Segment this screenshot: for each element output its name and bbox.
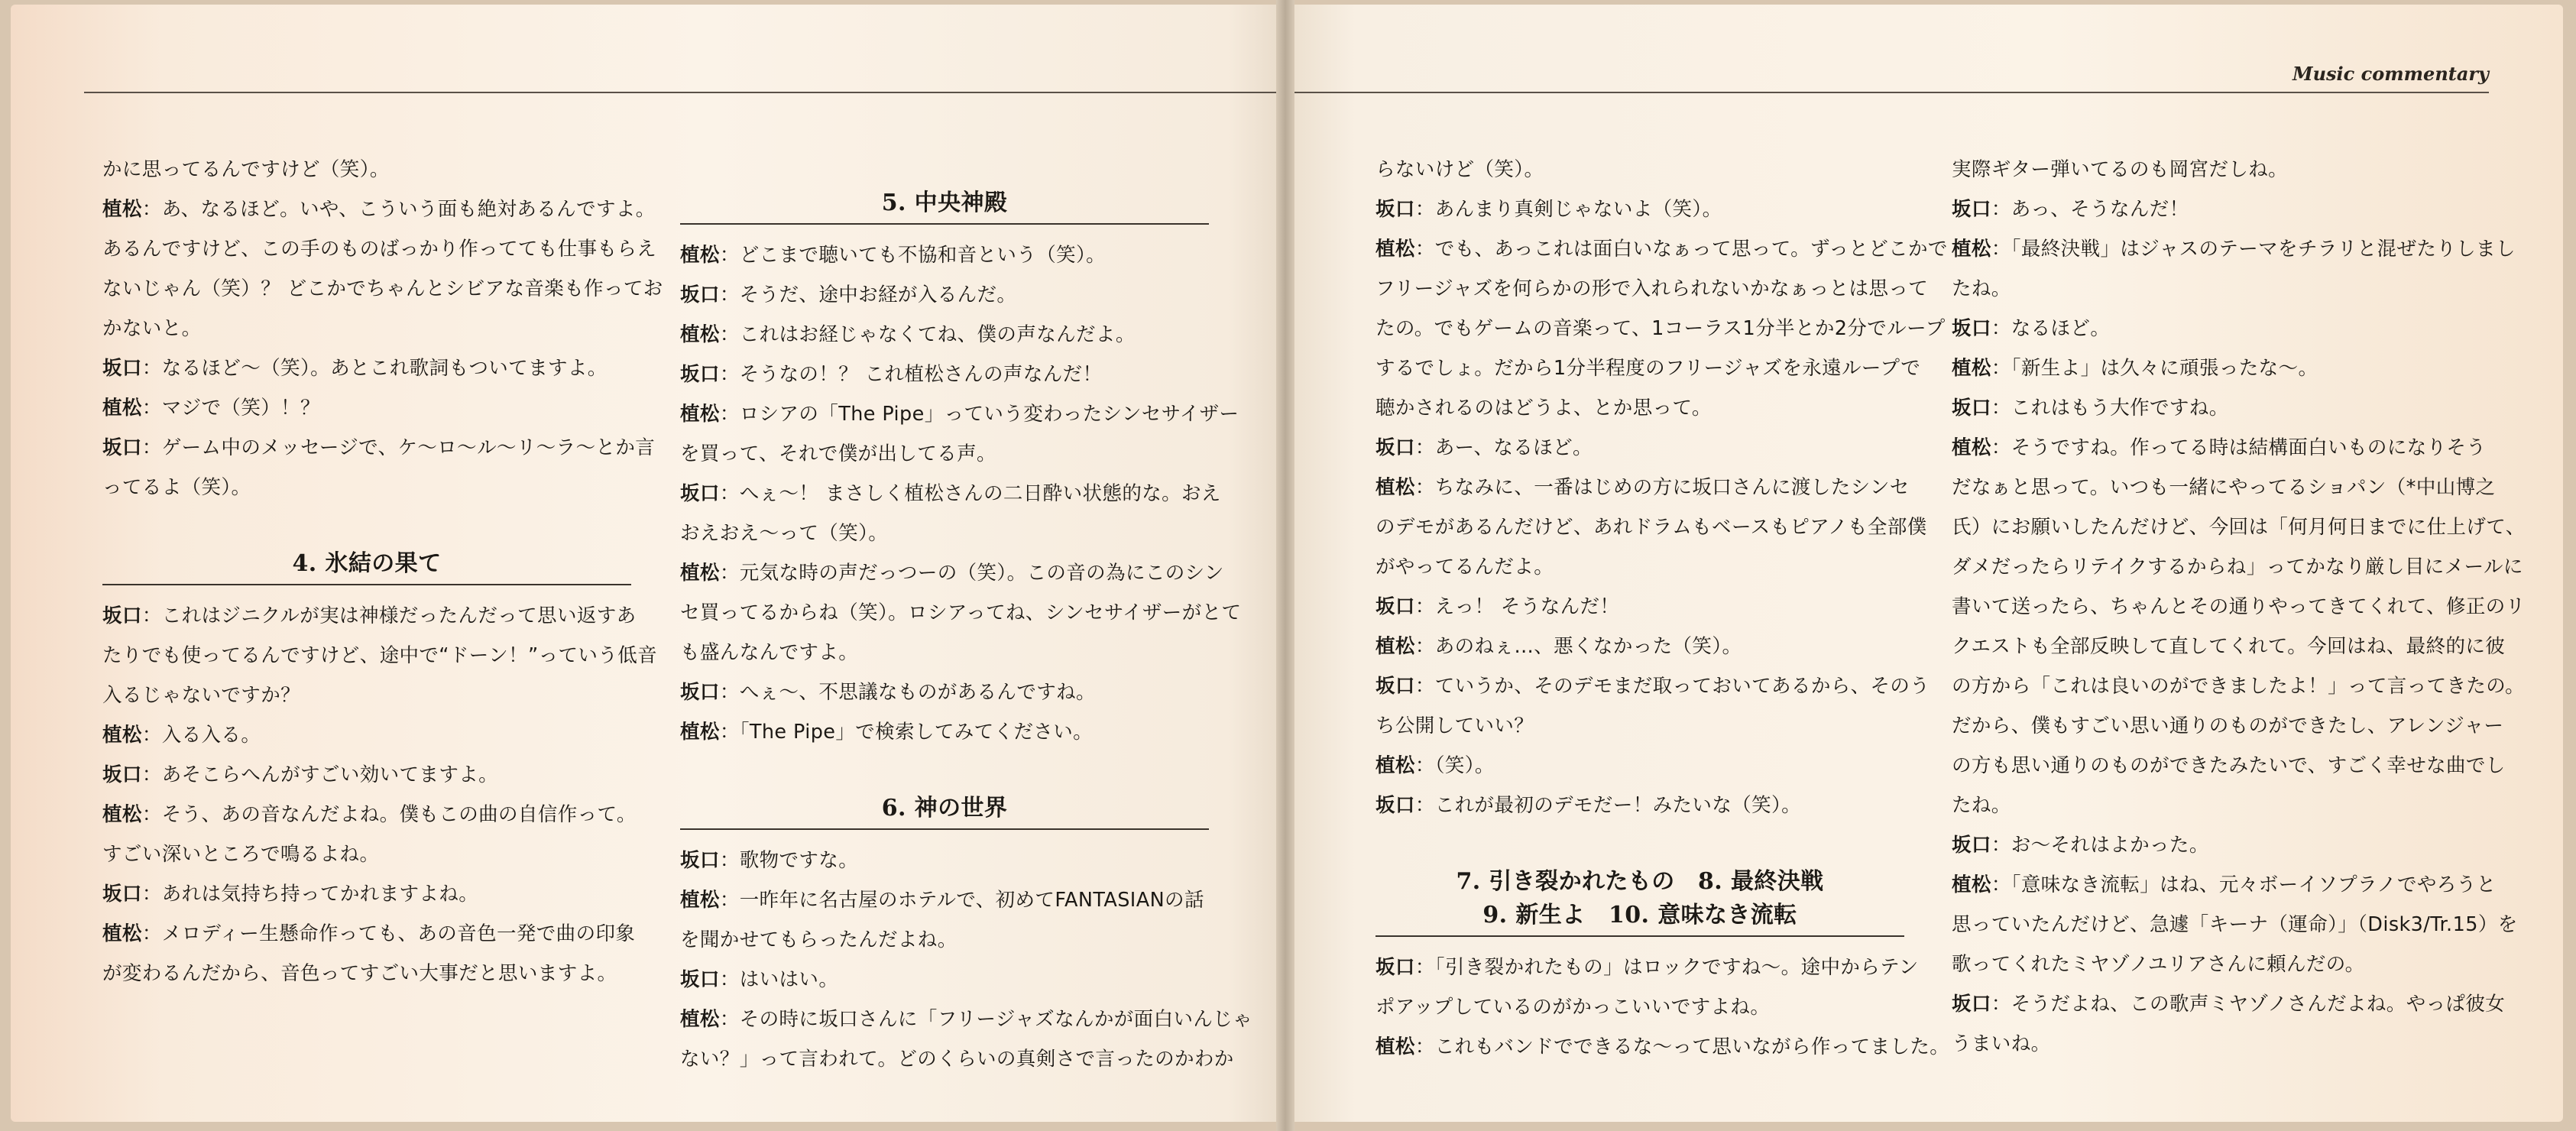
text-line xyxy=(1952,428,2487,468)
text-line xyxy=(680,235,1209,275)
text-line xyxy=(1952,190,2480,229)
speaker-name: 坂口 xyxy=(680,968,720,991)
line-text: ：元気な時の声だっつーの（笑）。この音の為にこのシン xyxy=(719,562,1224,585)
line-text: が変わるんだから、音色ってすごい大事だと思いますよ。 xyxy=(102,962,617,985)
line-text: ：（笑）。 xyxy=(1414,754,1495,777)
spacer xyxy=(1375,825,1904,865)
text-column-3 xyxy=(1375,150,1950,1067)
line-text: するでしょ。だから1分半程度のフリージャズを永遠ループで xyxy=(1375,357,1921,380)
line-text: ：そうだ、途中お経が入るんだ。 xyxy=(719,284,1017,306)
line-text: ：一昨年に名古屋のホテルで、初めてFANTASIANの話 xyxy=(719,889,1204,912)
text-line xyxy=(1952,865,2497,905)
speaker-name: 植松 xyxy=(102,198,142,221)
spacer xyxy=(102,507,631,547)
text-line xyxy=(1952,348,2480,388)
speaker-name: 坂口 xyxy=(1375,595,1415,618)
speaker-name: 坂口 xyxy=(680,284,720,306)
line-text: たりでも使ってるんですけど、途中で“ドーン！”っていう低音 xyxy=(102,644,658,667)
text-line xyxy=(1952,666,2526,706)
text-line xyxy=(680,355,1209,394)
speaker-name: 植松 xyxy=(680,889,720,912)
text-line xyxy=(1375,587,1904,627)
text-line xyxy=(1375,428,1904,468)
text-line xyxy=(1952,309,2480,348)
text-line xyxy=(680,434,1209,474)
speaker-name: 坂口 xyxy=(1952,198,1991,221)
text-line xyxy=(102,348,631,388)
binding-gutter xyxy=(1276,0,1294,1131)
speaker-name: 植松 xyxy=(1375,635,1415,658)
speaker-name: 植松 xyxy=(102,724,142,747)
text-line xyxy=(1375,948,1919,987)
text-line xyxy=(1375,507,1927,547)
line-text: ：入る入る。 xyxy=(141,724,261,747)
speaker-name: 坂口 xyxy=(102,883,142,906)
line-text: ：なるほど。 xyxy=(1991,317,2111,340)
text-line xyxy=(1375,348,1921,388)
text-line xyxy=(1375,786,1904,825)
speaker-name: 植松 xyxy=(1952,238,1991,261)
line-text: のデモがあるんだけど、あれドラムもベースもピアノも全部僕 xyxy=(1375,516,1927,539)
line-text: ないじゃん（笑）？ どこかでちゃんとシビアな音楽も作ってお xyxy=(102,277,663,300)
line-text: ：そう、あの音なんだよね。僕もこの曲の自信作って。 xyxy=(141,803,637,826)
line-text: ：そうなの！？ これ植松さんの声なんだ！ xyxy=(719,363,1103,386)
text-line xyxy=(102,596,637,636)
line-text: ：でも、あっこれは面白いなぁって思って。ずっとどこかで xyxy=(1414,238,1948,261)
line-text: フリージャズを何らかの形で入れられないかなぁっとは思って xyxy=(1375,277,1929,300)
line-text: かないと。 xyxy=(102,317,202,340)
text-line xyxy=(1375,468,1910,507)
line-text: の方も思い通りのものができたみたいで、すごく幸せな曲でし xyxy=(1952,754,2506,777)
speaker-name: 坂口 xyxy=(1952,317,1991,340)
speaker-name: 坂口 xyxy=(1375,956,1415,979)
text-line xyxy=(102,388,631,428)
text-line xyxy=(1375,309,1946,348)
line-text: ：ちなみに、一番はじめの方に坂口さんに渡したシンセ xyxy=(1414,476,1910,499)
text-line xyxy=(1375,1027,1950,1067)
speaker-name: 坂口 xyxy=(1952,834,1991,857)
text-line xyxy=(680,394,1239,434)
text-line xyxy=(1952,905,2518,945)
line-text: ：ていうか、そのデモまだ取っておいてあるから、そのう xyxy=(1414,675,1930,698)
text-line xyxy=(1952,507,2526,547)
line-text: らないけど（笑）。 xyxy=(1375,158,1544,181)
line-text: ：どこまで聴いても不協和音という（笑）。 xyxy=(719,244,1107,267)
text-line xyxy=(680,553,1224,593)
line-text: ち公開していい？ xyxy=(1375,715,1534,737)
text-line xyxy=(102,309,631,348)
line-text: 入るじゃないですか？ xyxy=(102,684,301,707)
speaker-name: 植松 xyxy=(1375,1035,1415,1058)
section-title: 7. 引き裂かれたもの 8. 最終決戦 xyxy=(1456,868,1824,895)
text-line xyxy=(1375,987,1904,1027)
text-line xyxy=(1952,984,2506,1024)
speaker-name: 坂口 xyxy=(102,604,142,627)
speaker-name: 坂口 xyxy=(680,363,720,386)
line-text: ：なるほど～（笑）。あとこれ歌詞もついてますよ。 xyxy=(141,357,608,380)
line-text: おえおえ～って（笑）。 xyxy=(680,522,889,545)
speaker-name: 坂口 xyxy=(680,681,720,704)
text-column-2 xyxy=(680,186,1253,1079)
text-line xyxy=(680,712,1209,752)
line-text: ：これはお経じゃなくてね、僕の声なんだよ。 xyxy=(719,323,1136,346)
speaker-name: 植松 xyxy=(680,1008,720,1031)
line-text: ：はいはい。 xyxy=(719,968,839,991)
text-line xyxy=(1375,627,1904,666)
line-text: うまいね。 xyxy=(1952,1032,2051,1055)
text-line xyxy=(1375,150,1904,190)
line-text: 歌ってくれたミヤゾノユリアさんに頼んだの。 xyxy=(1952,953,2365,976)
line-text: ：ロシアの「The Pipe」っていう変わったシンセサイザー xyxy=(719,403,1239,426)
text-line xyxy=(1375,547,1904,587)
text-line xyxy=(1952,786,2480,825)
speaker-name: 坂口 xyxy=(1952,993,1991,1016)
line-text: 思っていたんだけど、急遽「キーナ（運命）」（Disk3/Tr.15）を xyxy=(1952,913,2518,936)
text-line xyxy=(680,315,1209,355)
header-label: Music commentary xyxy=(2292,63,2489,85)
text-line xyxy=(680,474,1221,514)
line-text: ：あー、なるほど。 xyxy=(1414,436,1593,459)
text-line xyxy=(680,1000,1253,1039)
text-line xyxy=(102,229,657,269)
speaker-name: 坂口 xyxy=(680,849,720,872)
line-text: 書いて送ったら、ちゃんとその通りやってきてくれて、修正のリ xyxy=(1952,595,2526,618)
line-text: を聞かせてもらったんだよね。 xyxy=(680,928,957,951)
text-line xyxy=(680,514,1209,553)
text-line xyxy=(102,874,631,914)
line-text: たね。 xyxy=(1952,277,2011,300)
line-text: ：マジで（笑）！？ xyxy=(141,397,320,420)
line-text: たの。でもゲームの音楽って、1コーラス1分半とか2分でループ xyxy=(1375,317,1946,340)
text-line xyxy=(102,954,631,993)
text-line xyxy=(1952,627,2506,666)
speaker-name: 坂口 xyxy=(102,763,142,786)
line-text: ：これはジニクルが実は神様だったんだって思い返すあ xyxy=(141,604,637,627)
line-text: ：これもバンドでできるな～って思いながら作ってました。 xyxy=(1414,1035,1950,1058)
line-text: ：あんまり真剣じゃないよ（笑）。 xyxy=(1414,198,1722,221)
line-text: ：お～それはよかった。 xyxy=(1991,834,2209,857)
text-line xyxy=(680,960,1209,1000)
text-line xyxy=(1952,746,2506,786)
speaker-name: 坂口 xyxy=(102,357,142,380)
text-column-4 xyxy=(1952,150,2526,1064)
text-line xyxy=(1952,150,2480,190)
speaker-name: 植松 xyxy=(1952,436,1991,459)
speaker-name: 坂口 xyxy=(1375,436,1415,459)
section-title: 6. 神の世界 xyxy=(680,792,1209,830)
text-line xyxy=(102,834,631,874)
speaker-name: 坂口 xyxy=(1375,675,1415,698)
speaker-name: 坂口 xyxy=(1375,198,1415,221)
line-text: かに思ってるんですけど（笑）。 xyxy=(102,158,390,181)
text-line xyxy=(680,672,1209,712)
line-text: ：あっ、そうなんだ！ xyxy=(1991,198,2189,221)
line-text: を買って、それで僕が出してる声。 xyxy=(680,442,996,465)
text-line xyxy=(102,636,658,676)
line-text: ：「最終決戦」はジャスのテーマをチラリと混ぜたりしまし xyxy=(1991,238,2516,261)
speaker-name: 坂口 xyxy=(680,482,720,505)
speaker-name: 植松 xyxy=(102,803,142,826)
speaker-name: 植松 xyxy=(1952,873,1991,896)
line-text: ：あれは気持ち持ってかれますよね。 xyxy=(141,883,479,906)
text-line xyxy=(680,275,1209,315)
line-text: 氏）にお願いしたんだけど、今回は「何月何日までに仕上げて、 xyxy=(1952,516,2526,539)
text-line xyxy=(1375,190,1904,229)
speaker-name: 植松 xyxy=(680,562,720,585)
line-text: ：「The Pipe」で検索してみてください。 xyxy=(719,721,1094,744)
line-text: ない？」って言われて。どのくらいの真剣さで言ったのかわか xyxy=(680,1048,1234,1071)
text-line xyxy=(102,914,636,954)
speaker-name: 植松 xyxy=(1375,476,1415,499)
line-text: がやってるんだよ。 xyxy=(1375,556,1554,578)
text-line xyxy=(1375,666,1930,706)
line-text: クエストも全部反映して直してくれて。今回はね、最終的に彼 xyxy=(1952,635,2506,658)
speaker-name: 植松 xyxy=(102,922,142,945)
line-text: ：へぇ～、不思議なものがあるんですね。 xyxy=(719,681,1096,704)
text-line xyxy=(1952,825,2480,865)
text-line xyxy=(1952,547,2523,587)
line-text: ：これはもう大作ですね。 xyxy=(1991,397,2229,420)
line-text: も盛んなんですよ。 xyxy=(680,641,859,664)
line-text: だなぁと思って。いつも一緒にやってるショパン（*中山博之 xyxy=(1952,476,2496,499)
text-line xyxy=(102,468,631,507)
speaker-name: 植松 xyxy=(680,244,720,267)
text-line xyxy=(680,633,1209,672)
text-line xyxy=(680,841,1209,880)
speaker-name: 植松 xyxy=(1952,357,1991,380)
line-text: セ買ってるからね（笑）。ロシアってね、シンセサイザーがとて xyxy=(680,601,1242,624)
text-line xyxy=(1952,468,2496,507)
line-text: ：あそこらへんがすごい効いてますよ。 xyxy=(141,763,499,786)
section-title: 4. 氷結の果て xyxy=(102,547,631,585)
text-line xyxy=(680,880,1209,920)
line-text: だから、僕もすごい思い通りのものができたし、アレンジャー xyxy=(1952,715,2504,737)
line-text: ：あ、なるほど。いや、こういう面も絶対あるんですよ。 xyxy=(141,198,656,221)
text-line xyxy=(102,676,631,715)
spacer xyxy=(680,752,1209,792)
line-text: ダメだったらリテイクするからね」ってかなり厳し目にメールに xyxy=(1952,556,2523,578)
text-line xyxy=(102,755,631,795)
text-line xyxy=(102,190,656,229)
speaker-name: 植松 xyxy=(102,397,142,420)
text-line xyxy=(1375,229,1948,269)
speaker-name: 植松 xyxy=(1375,238,1415,261)
line-text: ：えっ！ そうなんだ！ xyxy=(1414,595,1620,618)
speaker-name: 坂口 xyxy=(1952,397,1991,420)
line-text: たね。 xyxy=(1952,794,2011,817)
speaker-name: 植松 xyxy=(680,323,720,346)
text-column-1 xyxy=(102,150,663,993)
line-text: ポアップしているのがかっこいいですよね。 xyxy=(1375,996,1771,1019)
text-line xyxy=(1952,945,2480,984)
text-line xyxy=(680,1039,1234,1079)
speaker-name: 植松 xyxy=(680,403,720,426)
header-rule-left xyxy=(84,92,1276,93)
speaker-name: 坂口 xyxy=(102,436,142,459)
line-text: ：歌物ですな。 xyxy=(719,849,859,872)
line-text: 実際ギター弾いてるのも岡宮だしね。 xyxy=(1952,158,2289,181)
text-line xyxy=(1952,229,2516,269)
line-text: ：あのねぇ…、悪くなかった（笑）。 xyxy=(1414,635,1742,658)
text-line xyxy=(1952,1024,2480,1064)
text-line xyxy=(102,428,656,468)
section-title: 9. 新生よ 10. 意味なき流転 xyxy=(1375,899,1904,937)
speaker-name: 植松 xyxy=(1375,754,1415,777)
text-line xyxy=(1375,388,1904,428)
speaker-name: 坂口 xyxy=(1375,794,1415,817)
text-line xyxy=(1952,587,2526,627)
section-title: 5. 中央神殿 xyxy=(680,186,1209,225)
line-text: ：「引き裂かれたもの」はロックですね～。途中からテン xyxy=(1414,956,1919,979)
line-text: ：「新生よ」は久々に頑張ったな～。 xyxy=(1991,357,2318,380)
text-line xyxy=(1375,269,1929,309)
line-text: ってるよ（笑）。 xyxy=(102,476,251,499)
line-text: あるんですけど、この手のものばっかり作ってても仕事もらえ xyxy=(102,238,657,261)
line-text: ：メロディー生懸命作っても、あの音色一発で曲の印象 xyxy=(141,922,636,945)
line-text: の方から「これは良いのができましたよ！」って言ってきたの。 xyxy=(1952,675,2526,698)
text-line xyxy=(1952,388,2480,428)
text-line xyxy=(102,715,631,755)
text-line xyxy=(680,593,1242,633)
speaker-name: 植松 xyxy=(680,721,720,744)
line-text: すごい深いところで鳴るよね。 xyxy=(102,843,380,866)
line-text: 聴かされるのはどうよ、とか思って。 xyxy=(1375,397,1712,420)
line-text: ：そうだよね、この歌声ミヤゾノさんだよね。やっぱ彼女 xyxy=(1991,993,2506,1016)
text-line xyxy=(1375,746,1904,786)
line-text: ：へぇ～！ まさしく植松さんの二日酔い状態的な。おえ xyxy=(719,482,1221,505)
line-text: ：その時に坂口さんに「フリージャズなんかが面白いんじゃ xyxy=(719,1008,1253,1031)
text-line xyxy=(102,795,637,834)
text-line xyxy=(102,150,631,190)
text-line xyxy=(680,920,1209,960)
text-line xyxy=(1952,269,2480,309)
line-text: ：ゲーム中のメッセージで、ケ～ロ～ル～リ～ラ～とか言 xyxy=(141,436,656,459)
line-text: ：そうですね。作ってる時は結構面白いものになりそう xyxy=(1991,436,2487,459)
text-line xyxy=(1952,706,2504,746)
text-line xyxy=(102,269,663,309)
line-text: ：「意味なき流転」はね、元々ボーイソプラノでやろうと xyxy=(1991,873,2497,896)
text-line xyxy=(1375,706,1904,746)
line-text: ：これが最初のデモだー！みたいな（笑）。 xyxy=(1414,794,1802,817)
header-rule-right xyxy=(1294,92,2489,93)
